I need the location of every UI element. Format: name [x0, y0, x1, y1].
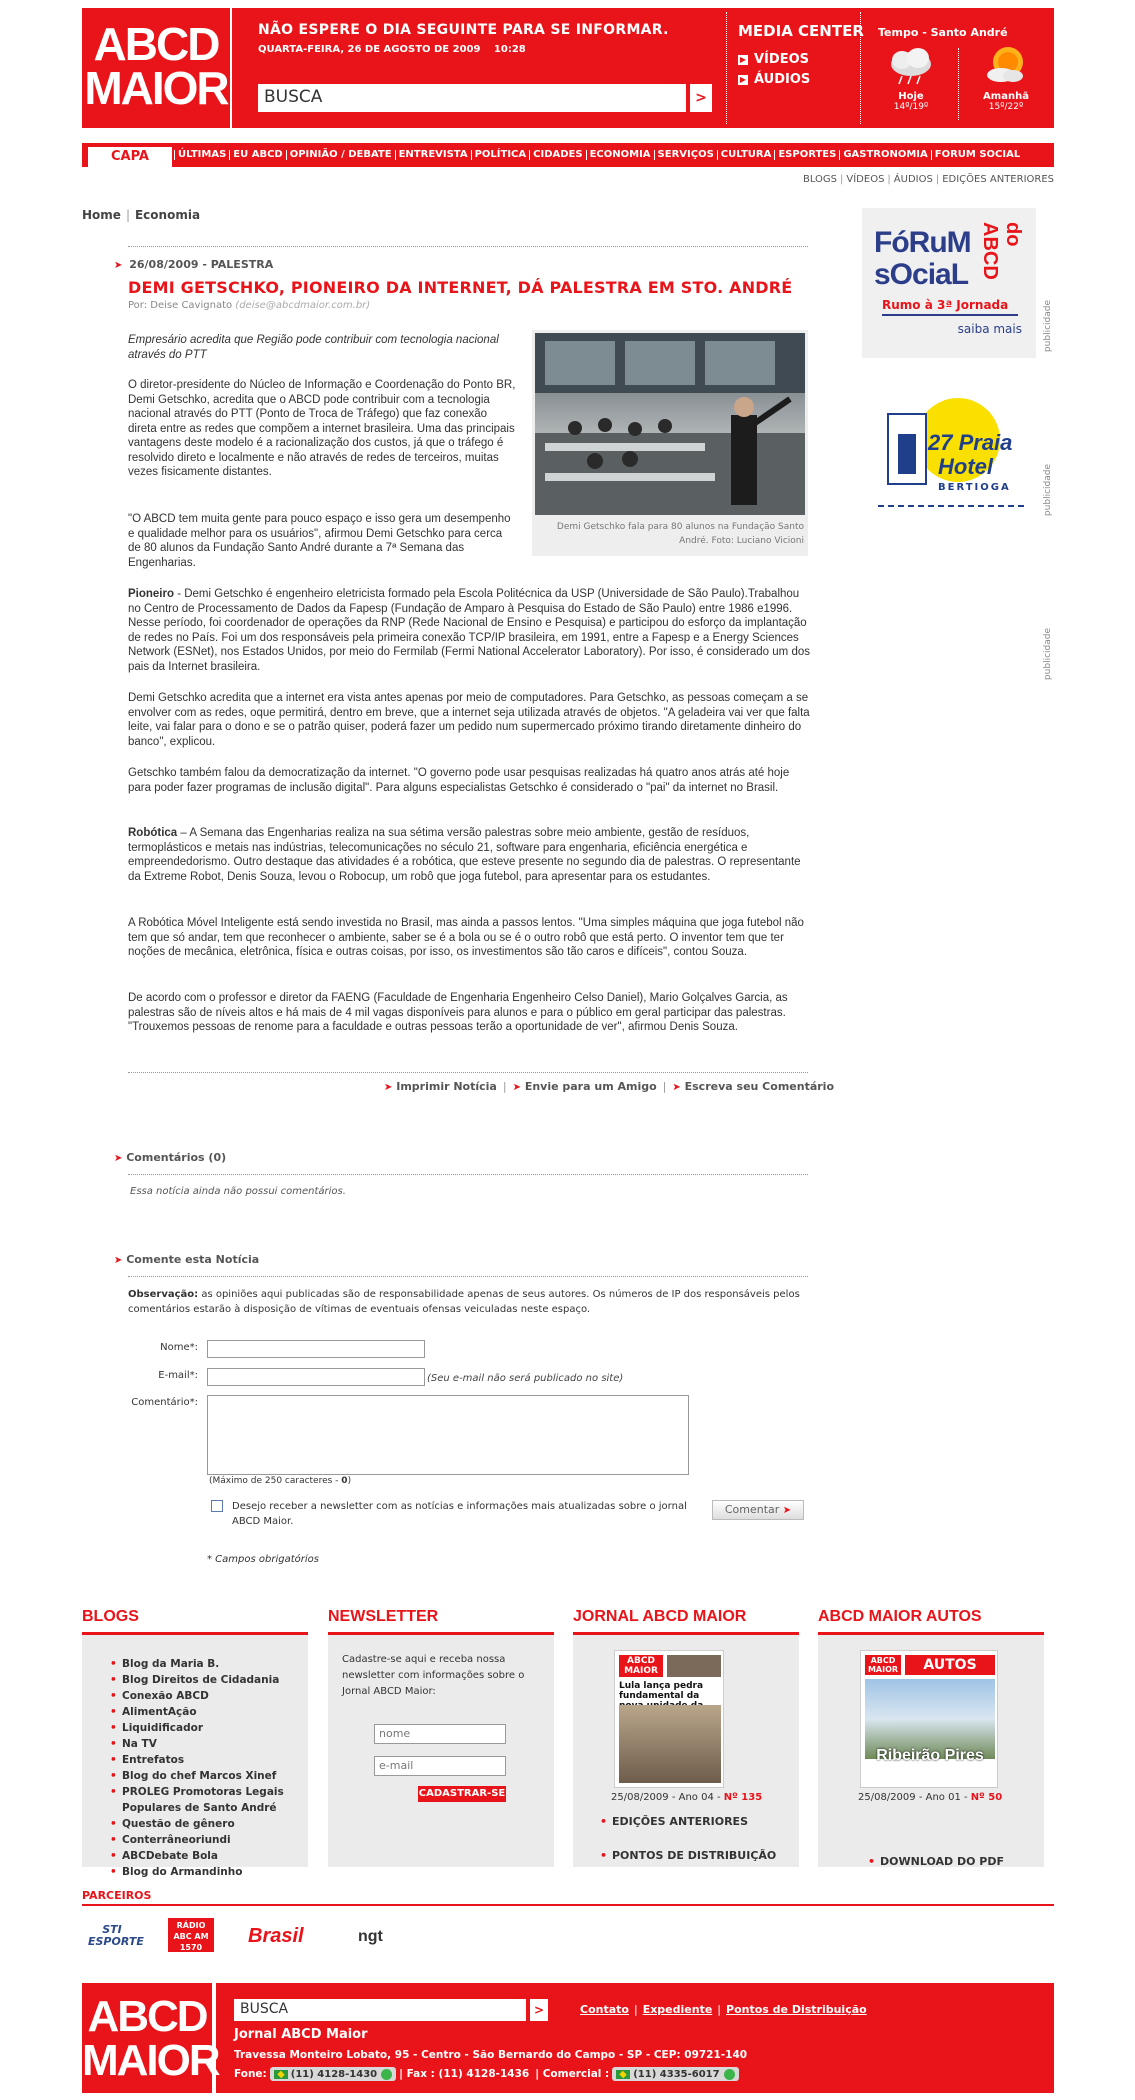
weather-tomorrow [966, 42, 1046, 112]
nav-item-esportes[interactable]: ESPORTES [774, 150, 839, 160]
newsletter-checkbox[interactable] [211, 1500, 223, 1512]
divider [860, 12, 861, 124]
article-paragraph: De acordo com o professor e diretor da FAENG (Faculdade de Engenharia Engenheiro Celso Daniel), Mario Golçalves Garcia, as palestras são de níveis altos e há mais de 4 mil vagas disponíveis para alunos e para o público em geral participar das palestras. "Trouxemos pessoas de renome para a faculdade e outras pessoas terão a oportunidade de ver", afirmou Denis Souza. [128, 992, 788, 1033]
blog-link[interactable]: • Liquidificador [110, 1720, 300, 1736]
phone-pill [612, 2067, 738, 2081]
media-link-audios[interactable] [738, 72, 810, 87]
cover-logo-line2: MAIOR [867, 1665, 899, 1674]
newsletter-email-input[interactable]: e-mail [374, 1756, 506, 1776]
arrow-icon: ➤ [512, 1082, 521, 1093]
blog-link[interactable]: • AlimentAção [110, 1704, 300, 1720]
hotel-line1: 27 Praia [928, 430, 1013, 455]
footer-search-button[interactable]: > [530, 1999, 548, 2021]
main-nav [82, 143, 1054, 167]
comment-form-title: Comente esta Notícia [126, 1253, 260, 1266]
article-paragraph: O diretor-presidente do Núcleo de Informação e Coordenação do Ponto BR, Demi Getschko, acredita que o ABCD pode contribuir com a tecnologia nacional através do PTT (Ponto de Troca de Tráfego) que faz conexão direta entre as redes que compõem a internet brasileira. Uma das principais vantagens deste modelo é a racionalização dos custos, já que o tráfego é resolvido direto e localmente e não através de redes de terceiros, muitas vezes fisicamente distantes. [128, 379, 516, 478]
dateline [258, 44, 526, 55]
newsletter-text: Cadastre-se aqui e receba nossa newsletter com informações sobre o Jornal ABCD Maior: [342, 1654, 525, 1697]
media-link-label: VÍDEOS [754, 52, 809, 67]
partner-ngt[interactable]: ngt [358, 1928, 383, 1945]
nav-item-opiniao[interactable]: OPINIÃO / DEBATE [286, 150, 395, 160]
jornal-edition [611, 1792, 762, 1803]
hotel-line2: Hotel [938, 454, 993, 479]
paragraph-heading: Pioneiro [128, 588, 175, 600]
logo-line2: MAIOR [84, 62, 228, 114]
divider [726, 12, 727, 124]
media-link-label: ÁUDIOS [754, 72, 811, 87]
tagline: NÃO ESPERE O DIA SEGUINTE PARA SE INFORMAR. [258, 22, 669, 38]
article-author [128, 300, 370, 311]
jornal-cover[interactable] [614, 1650, 724, 1788]
blog-link[interactable]: • ABCDebate Bola [110, 1848, 300, 1864]
nav-item-capa[interactable]: CAPA [88, 147, 172, 167]
comercial-label: | Comercial : [535, 2068, 610, 2080]
observation-label: Observação: [128, 1289, 199, 1300]
comment-textarea[interactable] [207, 1395, 689, 1475]
autos-number: Nº 50 [970, 1792, 1003, 1803]
nav-item-economia[interactable]: ECONOMIA [586, 150, 654, 160]
email-field[interactable] [207, 1368, 425, 1386]
blog-link[interactable]: • PROLEG Promotoras Legais Populares de Santo André [110, 1784, 300, 1816]
breadcrumb-home[interactable]: Home [82, 208, 121, 222]
comments-title: Comentários (0) [126, 1151, 227, 1164]
blogs-title: BLOGS [82, 1608, 139, 1625]
search-button[interactable]: > [690, 84, 712, 112]
comment-observation [128, 1287, 808, 1317]
newsletter-opt-label: Desejo receber a newsletter com as notícias e informações mais atualizadas sobre o jornal ABCD Maior. [232, 1501, 687, 1527]
nav-item-politica[interactable]: POLÍTICA [471, 150, 530, 160]
email-label: E-mail*: [158, 1370, 198, 1381]
search-input[interactable]: BUSCA [258, 84, 686, 112]
article-paragraph: Demi Getschko acredita que a internet era vista antes apenas por meio de computadores. Para Getschko, as pessoas começam a se envolver com as redes, oque permitirá, dentro em breve, que a internet seja utilizada através de objetos. "A geladeira vai ver que falta leite, vai falar para o dono e se o patrão quiser, poderá fazer um pedido num supermercado próximo tirando diretamente dinheiro do banco", explicou. [128, 692, 810, 748]
autos-edition [858, 1792, 1002, 1803]
sun-cloud-icon [981, 42, 1031, 88]
footer-links: Contato | Expediente | Pontos de Distribuição [580, 2003, 867, 2016]
autos-headline: Ribeirão Pires [876, 1747, 984, 1764]
footer-phones [234, 2067, 742, 2081]
subnav-videos[interactable]: VÍDEOS [846, 174, 885, 185]
lecture-photo-icon [535, 333, 805, 515]
divider [882, 314, 1018, 316]
ad-forum-sub: Rumo à 3ª Jornada [882, 298, 1009, 312]
no-comments-text: Essa notícia ainda não possui comentários. [130, 1186, 346, 1197]
newsletter-subscribe-button[interactable]: CADASTRAR-SE [418, 1786, 506, 1802]
article-paragraph [128, 826, 810, 884]
ad-forum-social[interactable] [862, 208, 1036, 358]
submit-comment-button[interactable] [712, 1500, 804, 1520]
article-paragraph [128, 587, 810, 674]
ad-forum-line2: sOciaL [874, 258, 969, 291]
footer-logo[interactable] [82, 1983, 219, 2093]
arrow-icon: ➤ [114, 1153, 123, 1164]
weather-temp: 14º/19º [893, 102, 929, 112]
media-link-videos[interactable] [738, 52, 809, 67]
nav-item-entrevista[interactable]: ENTREVISTA [395, 150, 471, 160]
max-chars-text: (Máximo de 250 caracteres - [209, 1476, 342, 1486]
arrow-icon: ➤ [384, 1082, 393, 1093]
brazil-flag-icon [274, 2070, 288, 2079]
header [82, 8, 1054, 128]
phone-icon [381, 2069, 392, 2080]
nav-items [174, 143, 1023, 167]
subnav-edicoes[interactable]: EDIÇÕES ANTERIORES [942, 174, 1054, 185]
subnav-audios[interactable]: ÁUDIOS [893, 174, 933, 185]
email-note: (Seu e-mail não será publicado no site) [427, 1373, 624, 1384]
article-meta [114, 258, 273, 271]
footer-link-contato[interactable]: Contato [580, 2003, 629, 2016]
ad-forum-line1: FóRuM [874, 226, 971, 259]
arrow-icon: ➤ [114, 260, 123, 271]
jornal-title: JORNAL ABCD MAIOR [573, 1608, 747, 1625]
char-counter: 0 [341, 1476, 348, 1486]
partner-brasil[interactable]: Brasil [248, 1925, 304, 1947]
article-actions: ➤ Imprimir Notícia | ➤ Envie para um Amigo | ➤ Escreva seu Comentário [384, 1080, 835, 1093]
breadcrumb-economia[interactable]: Economia [134, 208, 201, 222]
article-photo [532, 330, 808, 556]
ad-label: publicidade [1043, 628, 1053, 681]
divider [128, 246, 808, 247]
blog-link[interactable]: • Na TV [110, 1736, 300, 1752]
ad-label: publicidade [1043, 300, 1053, 353]
comment-label: Comentário*: [131, 1397, 198, 1408]
jornal-date: 25/08/2009 - Ano 04 - [611, 1792, 724, 1803]
partners-title: PARCEIROS [82, 1889, 152, 1902]
divider [128, 1072, 808, 1073]
autos-cover-tag: AUTOS [905, 1655, 995, 1675]
current-date: QUARTA-FEIRA, 26 DE AGOSTO DE 2009 [258, 44, 481, 55]
media-center-title: MEDIA CENTER [738, 22, 864, 40]
article-paragraph: Getschko também falou da democratização da internet. "O governo pode usar pesquisas realizadas há quatro anos atrás até hoje para poder fazer programas de inclusão digital". Para alguns especialistas Getschko é considerado o "pai" da internet no Brasil. [128, 767, 790, 794]
name-label: Nome*: [160, 1342, 198, 1353]
name-field[interactable] [207, 1340, 425, 1358]
nav-item-cultura[interactable]: CULTURA [717, 150, 775, 160]
write-comment-link[interactable]: Escreva seu Comentário [684, 1080, 835, 1093]
ad-forum-cta: saiba mais [957, 322, 1022, 336]
article-title: DEMI GETSCHKO, PIONEIRO DA INTERNET, DÁ PALESTRA EM STO. ANDRÉ [128, 278, 793, 297]
jornal-number: Nº 135 [723, 1792, 763, 1803]
footer-name: Jornal ABCD Maior [234, 2027, 368, 2042]
max-chars-close: ) [347, 1476, 352, 1486]
sub-nav: BLOGS | VÍDEOS | ÁUDIOS | EDIÇÕES ANTERIORES [802, 174, 1054, 185]
nav-item-ultimas[interactable]: ÚLTIMAS [174, 150, 229, 160]
current-time: 10:28 [493, 44, 526, 55]
footer-address: Travessa Monteiro Lobato, 95 - Centro - São Bernardo do Campo - SP - CEP: 09721-140 [234, 2049, 748, 2061]
cover-main-photo [619, 1705, 721, 1783]
divider [958, 48, 959, 120]
weather-label: Amanhã [983, 91, 1029, 102]
logo-line1: ABCD [93, 18, 219, 70]
max-chars-note [209, 1476, 351, 1486]
partner-radio-abc[interactable]: RÁDIO ABC AM 1570 [168, 1918, 214, 1952]
author-name: Por: Deise Cavignato [128, 300, 233, 311]
fone-number: (11) 4128-1430 [290, 2068, 378, 2080]
cover-logo-line2: MAIOR [624, 1666, 658, 1676]
arrow-icon: ➤ [782, 1505, 792, 1516]
nav-item-forum-social[interactable]: FORUM SOCIAL [931, 150, 1023, 160]
newsletter-name-input[interactable]: nome [374, 1724, 506, 1744]
article-photo-image [535, 333, 805, 515]
ad-forum-side: do ABCD [979, 222, 1024, 280]
weather-temp: 15º/22º [988, 102, 1024, 112]
brazil-flag-icon [616, 2070, 630, 2079]
jornal-cover-logo [619, 1655, 663, 1677]
arrow-icon: ➤ [672, 1082, 681, 1093]
site-logo[interactable] [82, 8, 232, 128]
footer-link-expediente[interactable]: Expediente [642, 2003, 713, 2016]
footer-logo-line2: MAIOR [82, 2036, 219, 2085]
nav-item-gastronomia[interactable]: GASTRONOMIA [839, 150, 930, 160]
weather-label: Hoje [898, 91, 924, 102]
paragraph-text: - Demi Getschko é engenheiro eletricista formado pela Escola Politécnica da USP (Universidade de São Paulo).Trabalhou no Centro de Processamento de Dados da Fapesp (Fundação de Amparo à Pesquisa do Estado de São Paulo) entre 1986 e1996. Nesse período, foi coordenador de operações da RNP (Rede Nacional de Ensino e Pesquisa) e participou do esforço da implantação de redes no País. Foi um dos responsáveis pela primeira conexão TCP/IP brasileira, em 1991, entre a Fapesp e a Energy Sciences Network (ESNet), nos Estados Unidos, por meio do Fermilab (Fermi National Accelerator Laboratory). Por isso, é considerado um dos pais da Internet brasileira. [128, 588, 810, 673]
send-friend-link[interactable]: Envie para um Amigo [524, 1080, 657, 1093]
fax-text: | Fax : (11) 4128-1436 [399, 2068, 530, 2080]
blog-link[interactable]: • Blog da Maria B. [110, 1656, 300, 1672]
jornal-link-pontos[interactable]: • PONTOS DE DISTRIBUIÇÃO [600, 1848, 1135, 1864]
cover-logo-line1: ABCD [870, 1656, 896, 1665]
nav-item-cidades[interactable]: CIDADES [529, 150, 585, 160]
autos-cover[interactable] [860, 1650, 998, 1788]
weather-today [872, 42, 950, 112]
blog-link[interactable]: • Conterrâneoriundi [110, 1832, 300, 1848]
blog-link[interactable]: • Entrefatos [110, 1752, 300, 1768]
autos-title: ABCD MAIOR AUTOS [818, 1608, 982, 1625]
autos-date: 25/08/2009 - Ano 01 - [858, 1792, 971, 1803]
fone-label: Fone: [234, 2068, 267, 2080]
arrow-icon: ➤ [114, 1255, 123, 1266]
footer-search-input[interactable]: BUSCA [234, 1999, 526, 2021]
phone-icon [724, 2069, 735, 2080]
blog-link[interactable]: • Blog do Armandinho [110, 1864, 300, 1880]
paragraph-heading: Robótica [128, 827, 178, 839]
autos-cover-logo [865, 1655, 901, 1675]
nav-item-servicos[interactable]: SERVIÇOS [654, 150, 717, 160]
jornal-headline: Lula lança pedra fundamental da [619, 1681, 704, 1701]
hotel-line3: BERTIOGA [938, 482, 1011, 493]
rain-cloud-icon [886, 42, 936, 88]
comercial-number: (11) 4335-6017 [633, 2068, 720, 2080]
submit-label: Comentar [724, 1503, 780, 1516]
article-date-category: 26/08/2009 - PALESTRA [129, 258, 274, 271]
article-paragraph: "O ABCD tem muita gente para pouco espaço e isso gera um desempenho e qualidade melhor para os usuários", afirmou Demi Getschko para cerca de 80 alunos da Fundação Santo André durante a 7ª Semana das Engenharias. [128, 513, 511, 569]
weather-title: Tempo - Santo André [878, 26, 1008, 39]
arrow-icon: ▶ [739, 74, 747, 84]
observation-text: as opiniões aqui publicadas são de responsabilidade apenas de seus autores. Os números de IP dos responsáveis pelos comentários estarão à disposição de vítimas de eventuais ofensas veiculadas neste espaço. [128, 1289, 800, 1315]
blog-link[interactable]: • Conexão ABCD [110, 1688, 300, 1704]
divider [128, 1276, 808, 1277]
newsletter-title: NEWSLETTER [328, 1608, 439, 1625]
cover-photo [667, 1655, 721, 1677]
footer-link-pontos[interactable]: Pontos de Distribuição [726, 2003, 867, 2016]
breadcrumb: Home | Economia [82, 208, 201, 222]
subnav-blogs[interactable]: BLOGS [802, 174, 838, 185]
required-note: * Campos obrigatórios [207, 1554, 319, 1565]
blogs-list [110, 1656, 300, 1880]
cover-logo-line1: ABCD [627, 1656, 655, 1666]
footer [82, 1983, 1054, 2093]
ad-praia-hotel[interactable] [878, 394, 1046, 518]
ad-label: publicidade [1043, 464, 1053, 517]
blog-link[interactable]: • Questão de gênero [110, 1816, 300, 1832]
comment-form-header [114, 1253, 259, 1266]
comments-header [114, 1151, 226, 1164]
author-email[interactable]: (deise@abcdmaior.com.br) [235, 300, 371, 311]
article-paragraph: A Robótica Móvel Inteligente está sendo investida no Brasil, mas ainda a passos lentos. "Uma simples máquina que joga futebol não tem que só andar, tem que reconhecer o ambiente, saber se é a bola ou se é o outro robô que está perto. O inventor tem que ter noções de mecânica, eletrônica, física e outras coisas, por isso, os investimentos são tão caros e difíceis", contou Souza. [128, 917, 804, 958]
paragraph-text: – A Semana das Engenharias realiza na sua sétima versão palestras sobre meio ambiente, gestão de resíduos, termoplásticos e metais nas indústrias, telecomunicações no século 21, software para engenharia, eficiência energética e empreendedorismo. Outro destaque das atividades é a robótica, que esteve presente no segundo dia de palestras. O representante da Extreme Robot, Denis Souza, levou o Robocup, um robô que joga futebol, para apresentar para os estudantes. [128, 827, 801, 883]
footer-logo-line1: ABCD [87, 1992, 207, 2041]
blog-link[interactable]: • Blog Direitos de Cidadania [110, 1672, 300, 1688]
nav-item-eu-abcd[interactable]: EU ABCD [229, 150, 285, 160]
print-link[interactable]: Imprimir Notícia [396, 1080, 497, 1093]
phone-pill [270, 2067, 396, 2081]
article-lead: Empresário acredita que Região pode contribuir com tecnologia nacional através do PTT [128, 334, 499, 361]
arrow-icon: ▶ [739, 54, 747, 64]
divider [82, 1904, 1054, 1906]
jornal-link-edicoes[interactable]: • EDIÇÕES ANTERIORES [600, 1814, 1135, 1830]
blog-link[interactable]: • Blog do chef Marcos Xinef [110, 1768, 300, 1784]
divider [128, 1174, 808, 1175]
partner-sti[interactable]: STI ESPORTE [88, 1923, 144, 1948]
photo-caption: Demi Getschko fala para 80 alunos na Fundação Santo André. Foto: Luciano Vicioni [556, 522, 804, 546]
autos-download-link[interactable]: • DOWNLOAD DO PDF [868, 1854, 1135, 1870]
